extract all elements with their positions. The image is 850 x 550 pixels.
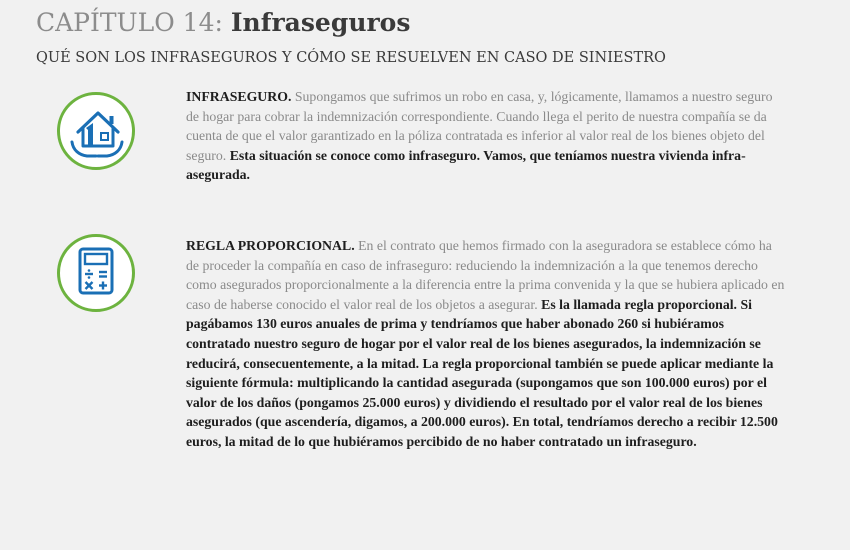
calculator-icon <box>57 234 135 312</box>
page-title <box>36 8 410 38</box>
section-highlight: Esta situación se conoce como infraseguro. Vamos, que teníamos nuestra vivienda infra-asegurada. <box>186 147 746 183</box>
chapter-number: CAPÍTULO 14: <box>36 8 223 37</box>
section-body: En el contrato que hemos firmado con la aseguradora se establece cómo ha de proceder la compañía en caso de infraseguro: reduciendo la indemnización a la que tenemos derecho como asegurados proporcionalmente a la diferencia entre la prima convenida y la que se hubiera aplicado en caso de haberse conocido el valor real de los objetos a asegurar. <box>186 238 785 312</box>
section-regla-proporcional <box>186 236 786 452</box>
page-subtitle: QUÉ SON LOS INFRASEGUROS Y CÓMO SE RESUELVEN EN CASO DE SINIESTRO <box>36 50 666 66</box>
section-infraseguro <box>186 87 786 185</box>
chapter-topic: Infraseguros <box>230 8 411 37</box>
section-body: Supongamos que sufrimos un robo en casa, y, lógicamente, llamamos a nuestro seguro de hogar para cobrar la indemnización correspondiente. Cuando llega el perito de nuestra compañía se da cuenta de que el valor garantizado en la póliza contratada es inferior al valor real de los bienes objeto del seguro. <box>186 89 773 163</box>
house-in-hands-icon <box>57 92 135 170</box>
section-lead: INFRASEGURO. <box>186 89 292 104</box>
section-highlight: Es la llamada regla proporcional. Si pagábamos 130 euros anuales de prima y tendríamos que haber abonado 260 si hubiéramos contratado nuestro seguro de hogar por el valor real de los bienes asegurados, la indemnización se reducirá, consecuentemente, a la mitad. La regla proporcional también se puede aplicar mediante la siguiente fórmula: multiplicando la cantidad asegurada (supongamos que son 100.000 euros) por el valor de los daños (pongamos 25.000 euros) y dividiendo el resultado por el valor real de los bienes asegurados (que ascendería, digamos, a 200.000 euros). En total, tendríamos derecho a recibir 12.500 euros, la mitad de lo que hubiéramos percibido de no haber contratado un infraseguro. <box>186 296 778 449</box>
section-lead: REGLA PROPORCIONAL. <box>186 238 355 253</box>
